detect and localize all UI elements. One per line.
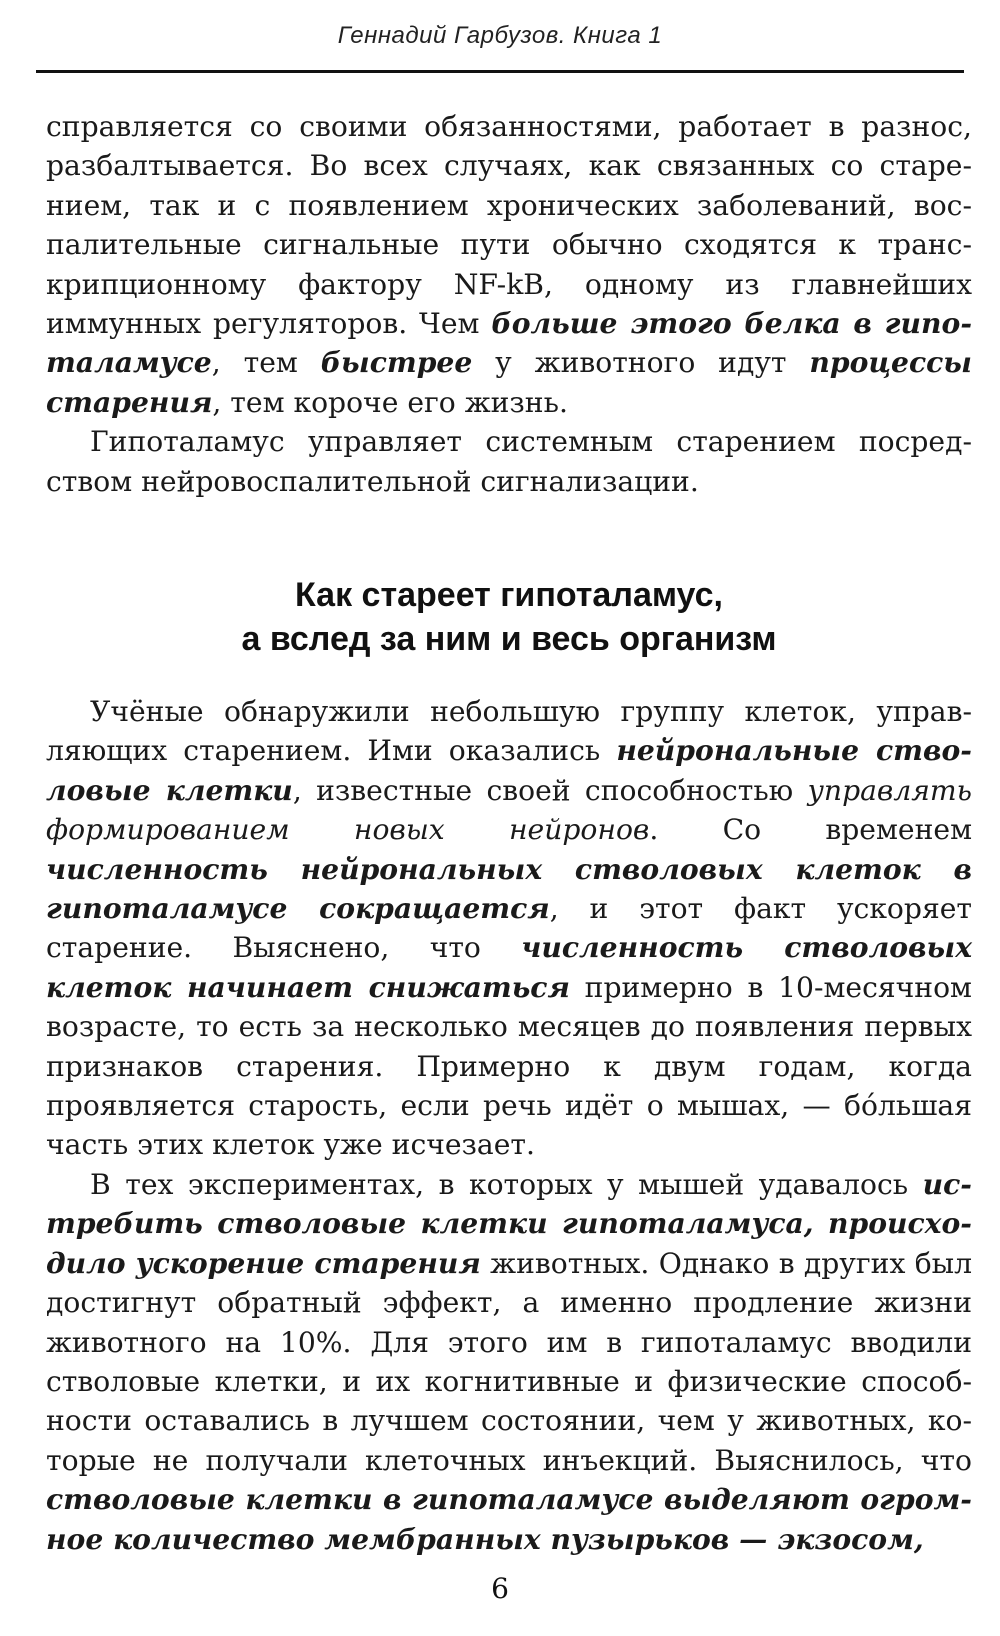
emphasis-text: больше этого белка в гипоталамусе	[46, 307, 973, 380]
text-run: , тем	[211, 346, 321, 380]
text-run: примерно в 10-месячном возрасте, то есть за несколько месяцев до появления первых признаков старения. Примерно к двум годам, когда проявляется старость, если речь идёт о мышах, — бóльшая часть этих клеток уже исчезает.	[46, 970, 972, 1162]
text-run: , известные своей способностью	[292, 773, 808, 807]
paragraph-continuation	[46, 107, 972, 422]
text-run: , тем короче его жизнь.	[212, 385, 568, 419]
italic-text: управлять формированием новых нейронов	[46, 773, 973, 847]
section-heading-line-2: а вслед за ним и весь организм	[241, 620, 777, 658]
running-header: Геннадий Гарбузов. Книга 1	[337, 22, 663, 49]
paragraph	[46, 692, 972, 1165]
emphasis-text: нейрональные стволовые клетки	[46, 734, 972, 807]
page-number: 6	[491, 1572, 509, 1605]
paragraph	[46, 1165, 972, 1559]
emphasis-text: процессы старения	[46, 346, 972, 419]
text-run: Учёные обнаружили небольшую группу клеток, управляющих старением. Ими оказались	[46, 695, 972, 768]
text-run: справляется со своими обязанностями, работает в разнос, разбалтывается. Во всех случаях, как связанных со старением, так и с появлением хронических заболеваний, воспалительные сигнальные пути обычно сходятся к транскрипционному фактору NF-kB, одному из главнейших иммунных регуляторов. Чем	[46, 110, 972, 341]
emphasis-text: быстрее	[320, 346, 473, 380]
text-run: у животного идут	[472, 346, 810, 380]
section-heading-line-1: Как стареет гипоталамус,	[295, 576, 723, 614]
text-run: В тех экспериментах, в которых у мышей удавалось	[90, 1167, 923, 1201]
emphasis-text: стволовые клетки в гипоталамусе выделяют огромное количество мембранных пузырьков — экзосом,	[46, 1483, 972, 1556]
text-run: , и этот факт ускоряет старение. Выяснено, что	[46, 892, 973, 965]
section-heading	[46, 573, 972, 661]
main-text-block	[46, 692, 972, 1559]
header-rule	[36, 70, 964, 73]
text-run: животных. Однако в других был достигнут обратный эффект, а именно продление жизни животного на 10%. Для этого им в гипоталамус вводили стволовые клетки, и их когнитивные и физические способности оставались в лучшем состоянии, чем у животных, которые не получали клеточных инъекций. Выяснилось, что	[46, 1246, 972, 1477]
top-text-block	[46, 107, 972, 501]
emphasis-text: численность стволовых клеток начинает снижаться	[46, 931, 973, 1004]
emphasis-text: истребить стволовые клетки гипоталамуса, происходило ускорение старения	[46, 1167, 972, 1280]
paragraph: Гипоталамус управляет системным старением посредством нейровоспалительной сигнализации.	[46, 425, 972, 498]
emphasis-text: численность нейрональных стволовых клеток в гипоталамусе сокращается	[46, 852, 972, 926]
text-run: . Со временем	[649, 813, 972, 847]
